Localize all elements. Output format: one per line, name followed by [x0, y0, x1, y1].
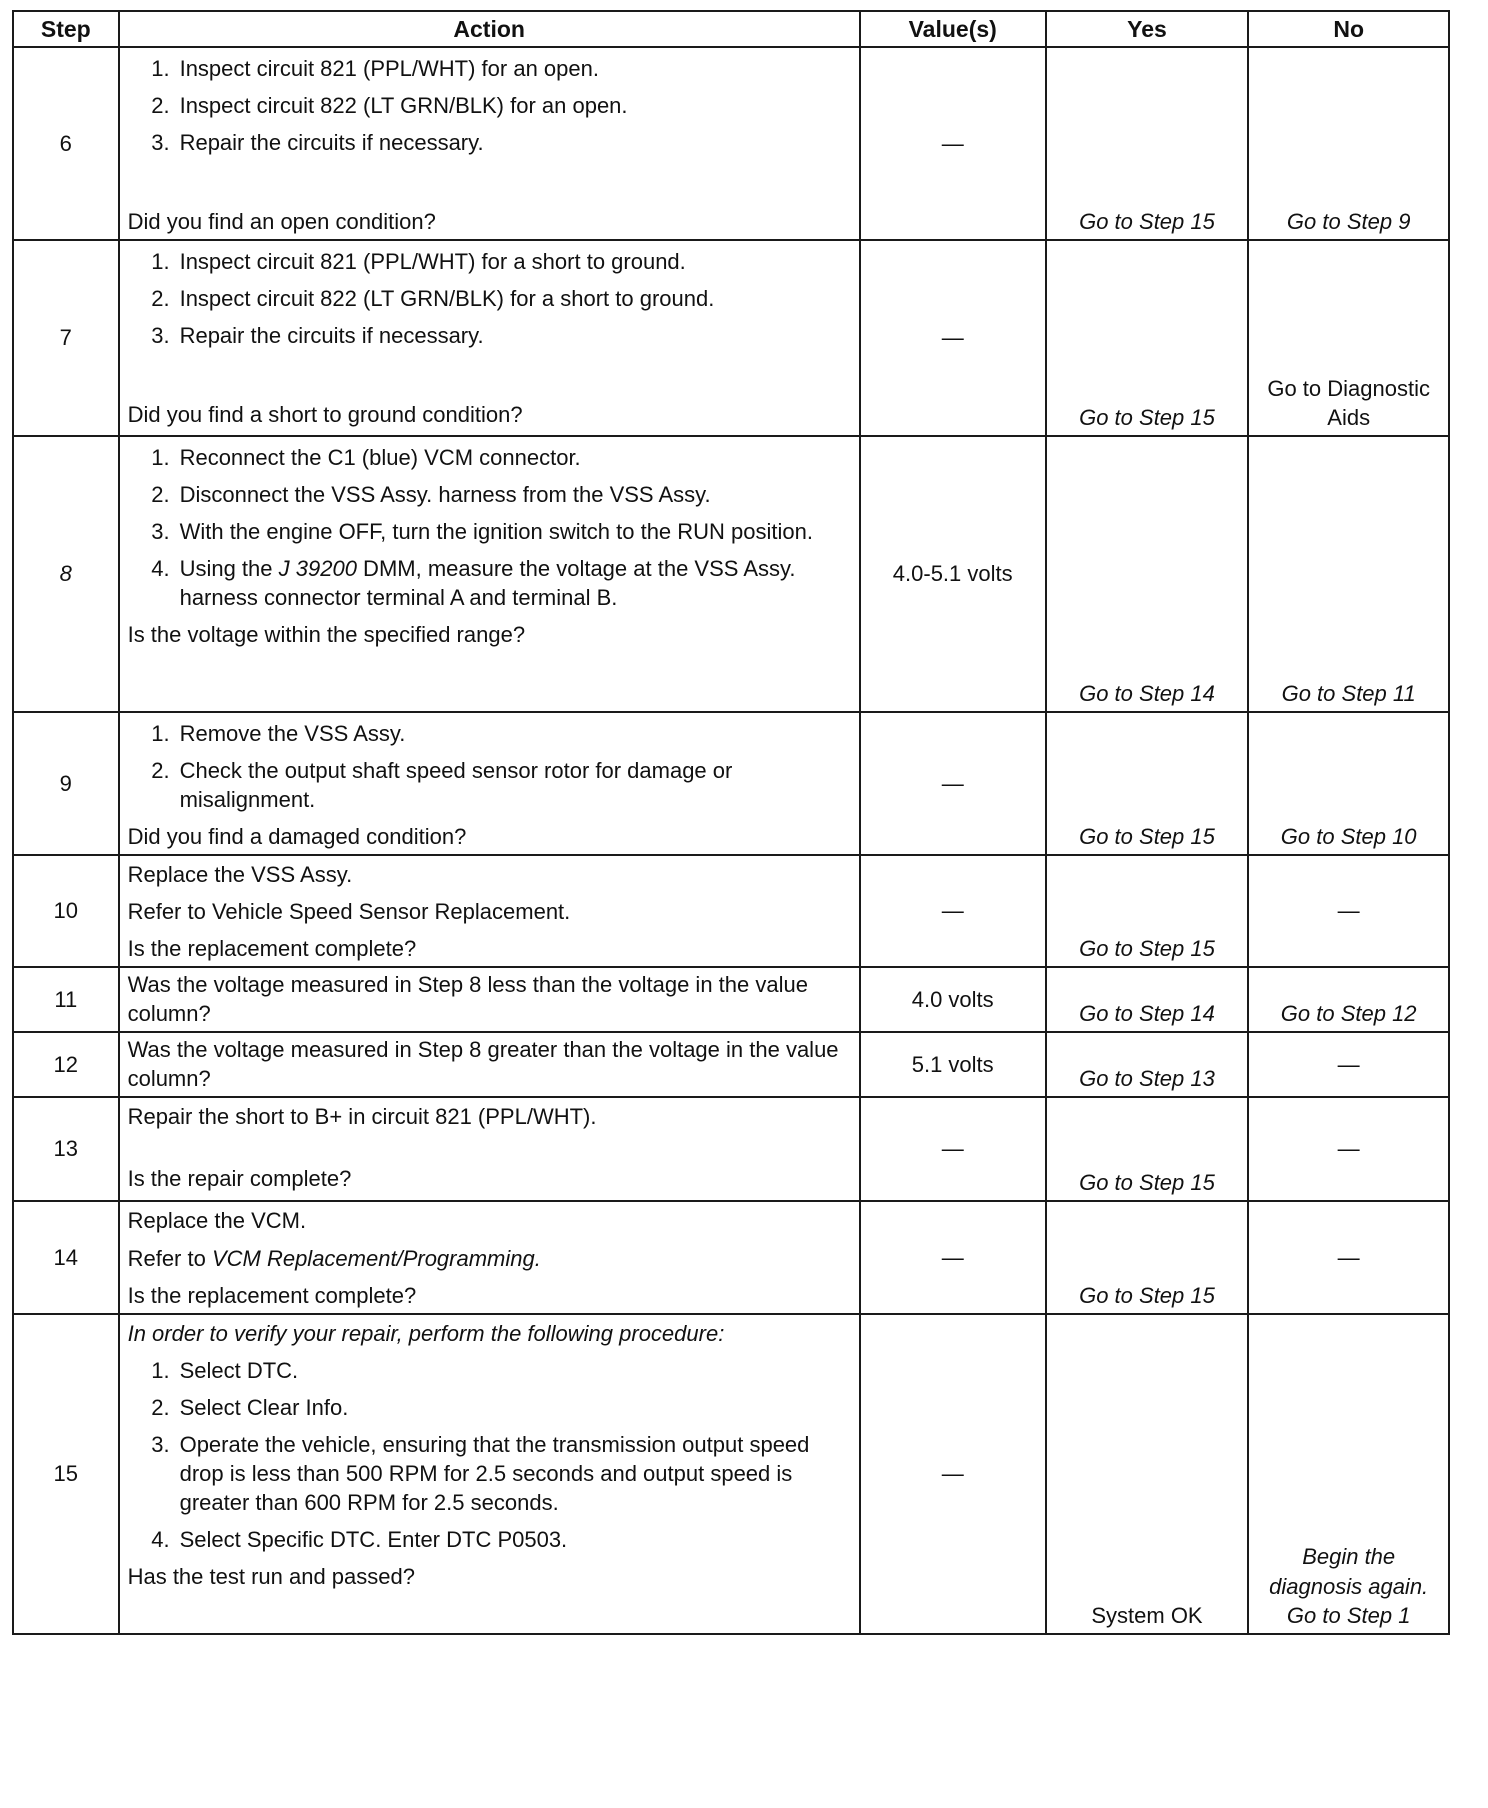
value-cell: — [860, 47, 1046, 240]
action-cell [119, 436, 860, 712]
list-item: 1. Reconnect the C1 (blue) VCM connector. [151, 445, 581, 471]
step-number: 6 [13, 47, 119, 240]
table-row [13, 1201, 1449, 1313]
table-row [13, 967, 1449, 1032]
question: Did you find a short to ground condition? [127, 402, 523, 428]
value-cell: — [860, 1314, 1046, 1634]
step-number: 14 [13, 1201, 119, 1313]
value-cell: — [860, 1097, 1046, 1201]
table-row [13, 712, 1449, 855]
question: Did you find an open condition? [127, 209, 436, 235]
list-item: 4. Using the J 39200 DMM, measure the voltage at the VSS Assy. harness connector terminal A and terminal B. [151, 556, 796, 611]
question: Did you find a damaged condition? [127, 824, 467, 850]
document-page [12, 10, 1450, 1635]
yes-cell: Go to Step 15 [1046, 712, 1249, 855]
table-row [13, 855, 1449, 967]
no-cell: Go to Step 9 [1248, 47, 1449, 240]
list-item: 2. Disconnect the VSS Assy. harness from the VSS Assy. [151, 482, 711, 508]
yes-cell: Go to Step 15 [1046, 240, 1249, 436]
action-cell [119, 1201, 860, 1313]
question: Is the repair complete? [127, 1165, 352, 1191]
diagnostic-table [12, 10, 1450, 1635]
step-number: 9 [13, 712, 119, 855]
step-number: 7 [13, 240, 119, 436]
step-number: 11 [13, 967, 119, 1032]
no-cell: — [1248, 1097, 1449, 1201]
no-cell: — [1248, 855, 1449, 967]
value-cell: 5.1 volts [860, 1032, 1046, 1097]
no-cell: — [1248, 1032, 1449, 1097]
list-item: 3. Repair the circuits if necessary. [151, 130, 484, 156]
action-line: Refer to Vehicle Speed Sensor Replacement. [127, 899, 571, 925]
list-item: 2. Check the output shaft speed sensor rotor for damage or misalignment. [151, 758, 733, 813]
value-cell: — [860, 712, 1046, 855]
no-cell: Go to Diagnostic Aids [1248, 240, 1449, 436]
list-item: 2. Select Clear Info. [151, 1394, 349, 1420]
list-item: 3. Operate the vehicle, ensuring that the transmission output speed drop is less than 500 RPM for 2.5 seconds and output speed is greater than 600 RPM for 2.5 seconds. [151, 1431, 810, 1515]
table-row [13, 1097, 1449, 1201]
tool-name: J 39200 [278, 556, 357, 582]
yes-cell: Go to Step 15 [1046, 1201, 1249, 1313]
action-line: Repair the short to B+ in circuit 821 (PPL/WHT). [127, 1104, 597, 1130]
action-line: Replace the VCM. [127, 1208, 307, 1234]
step-number: 8 [13, 436, 119, 712]
action-cell [119, 712, 860, 855]
yes-cell: Go to Step 14 [1046, 436, 1249, 712]
list-item: 1. Inspect circuit 821 (PPL/WHT) for a short to ground. [151, 249, 686, 275]
header-action: Action [119, 11, 860, 47]
yes-cell: Go to Step 13 [1046, 1032, 1249, 1097]
header-step: Step [13, 11, 119, 47]
no-cell: Go to Step 10 [1248, 712, 1449, 855]
no-cell: Go to Step 12 [1248, 967, 1449, 1032]
value-cell: — [860, 1201, 1046, 1313]
value-cell: 4.0 volts [860, 967, 1046, 1032]
step-number: 13 [13, 1097, 119, 1201]
action-cell [119, 1314, 860, 1634]
no-cell: Begin the diagnosis again. Go to Step 1 [1248, 1314, 1449, 1634]
question: Was the voltage measured in Step 8 greater than the voltage in the value column? [127, 1037, 839, 1092]
action-cell [119, 855, 860, 967]
value-cell: 4.0-5.1 volts [860, 436, 1046, 712]
table-row [13, 240, 1449, 436]
yes-cell: Go to Step 15 [1046, 1097, 1249, 1201]
action-cell [119, 240, 860, 436]
header-row [13, 11, 1449, 47]
action-cell [119, 47, 860, 240]
header-yes: Yes [1046, 11, 1249, 47]
question: Is the replacement complete? [127, 1282, 417, 1308]
question: Has the test run and passed? [127, 1563, 415, 1589]
step-number: 15 [13, 1314, 119, 1634]
table-row [13, 1032, 1449, 1097]
list-item: 1. Inspect circuit 821 (PPL/WHT) for an open. [151, 56, 599, 81]
header-values: Value(s) [860, 11, 1046, 47]
action-cell [119, 1097, 860, 1201]
list-item: 4. Select Specific DTC. Enter DTC P0503. [151, 1526, 568, 1552]
yes-cell: System OK [1046, 1314, 1249, 1634]
yes-cell: Go to Step 14 [1046, 967, 1249, 1032]
list-item: 3. Repair the circuits if necessary. [151, 323, 484, 349]
yes-cell: Go to Step 15 [1046, 47, 1249, 240]
question: Was the voltage measured in Step 8 less than the voltage in the value column? [127, 972, 808, 1027]
action-line: Replace the VSS Assy. [127, 862, 353, 888]
table-row [13, 47, 1449, 240]
list-item: 2. Inspect circuit 822 (LT GRN/BLK) for an open. [151, 93, 628, 119]
step-number: 12 [13, 1032, 119, 1097]
table-row [13, 1314, 1449, 1634]
question: Is the voltage within the specified range? [127, 622, 526, 648]
table-row [13, 436, 1449, 712]
list-item: 1. Select DTC. [151, 1357, 299, 1383]
intro-text: In order to verify your repair, perform the following procedure: [127, 1320, 725, 1346]
action-line: Refer to VCM Replacement/Programming. [127, 1245, 541, 1271]
value-cell: — [860, 240, 1046, 436]
yes-cell: Go to Step 15 [1046, 855, 1249, 967]
value-cell: — [860, 855, 1046, 967]
no-cell: Go to Step 11 [1248, 436, 1449, 712]
no-cell: — [1248, 1201, 1449, 1313]
header-no: No [1248, 11, 1449, 47]
list-item: 2. Inspect circuit 822 (LT GRN/BLK) for a short to ground. [151, 286, 715, 312]
list-item: 1. Remove the VSS Assy. [151, 721, 406, 747]
reference-title: VCM Replacement/Programming. [211, 1245, 541, 1271]
list-item: 3. With the engine OFF, turn the ignition switch to the RUN position. [151, 519, 813, 545]
step-number: 10 [13, 855, 119, 967]
question: Is the replacement complete? [127, 936, 417, 962]
action-cell [119, 1032, 860, 1097]
action-cell [119, 967, 860, 1032]
